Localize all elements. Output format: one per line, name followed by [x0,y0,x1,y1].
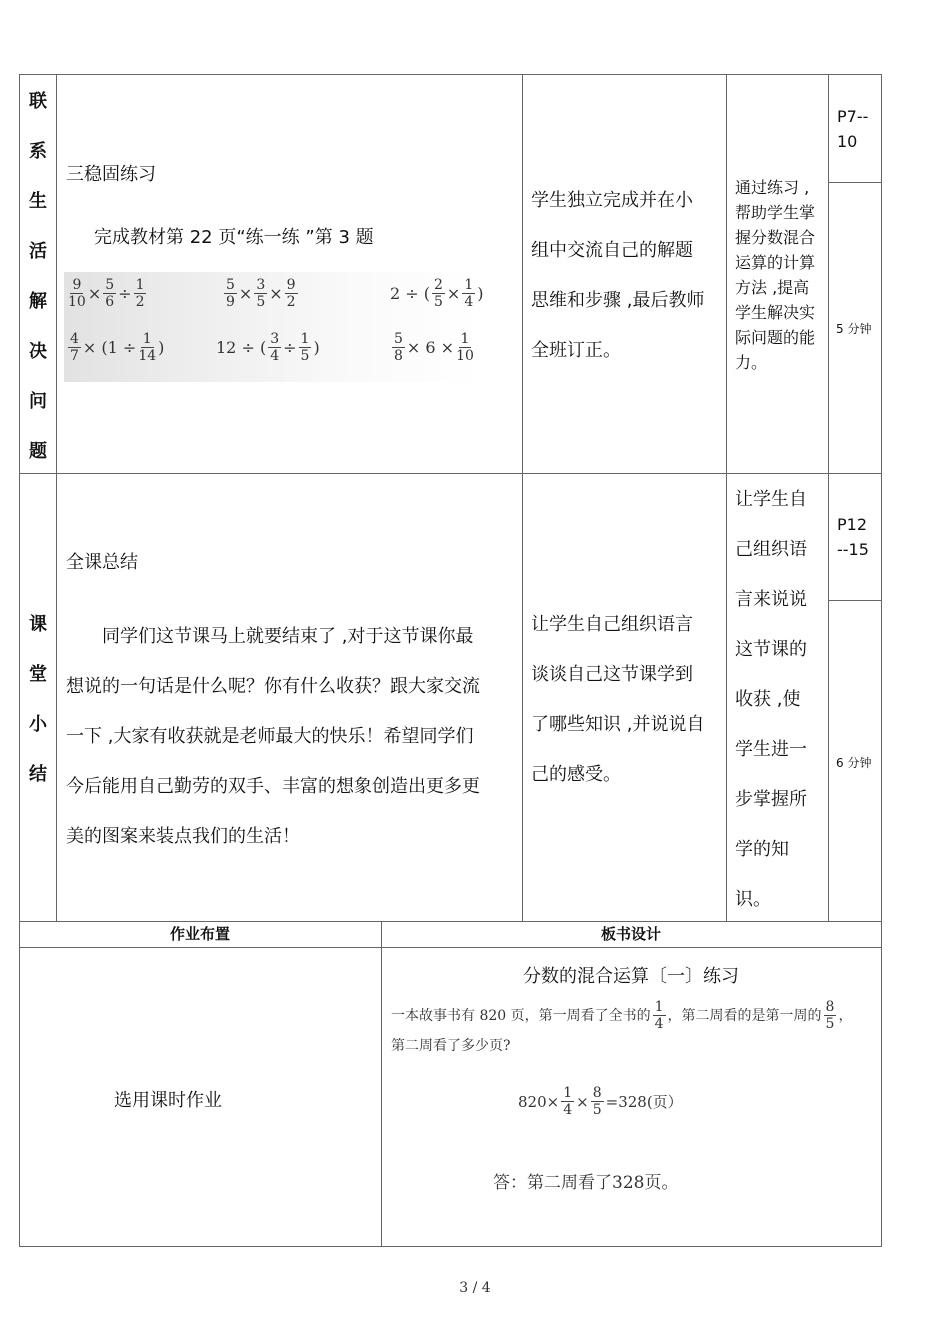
label-char: 小 [29,714,47,735]
exercise-image [64,272,482,382]
section1-purpose: 通过练习 , 帮助学生掌 握分数混合 运算的计算 方法 ,提高 学生解决实 际问题的能 力。 [735,178,816,372]
section2-label [20,600,56,800]
label-char: 系 [29,141,47,162]
label-char: 问 [29,391,47,412]
section2-title: 全课总结 [66,552,138,573]
board-header: 板书设计 [600,925,661,943]
section2-student-activity: 让学生自己组织语言 谈谈自己这节课学到 了哪些知识 ,并说说自 己的感受。 [531,614,705,785]
exercise-1: $\frac{9}{10}$ × $\frac{5}{6}$ ÷ $\frac{1}{2}$ [68,277,145,310]
board-problem: 一本故事书有 820 页，第一周看了全书的 $\frac{1}{4}$ ，第二周看的是第一周的 $\frac{8}{5}$ ， 第二周看了多少页? [391,999,853,1054]
label-char: 联 [29,91,47,112]
label-char: 题 [29,441,47,462]
exercise-6: $\frac{5}{8}$ × 6 × $\frac{1}{10}$ [394,331,474,364]
col-divider-label [56,74,57,921]
row-divider-3 [19,947,882,948]
section1-instruction: 完成教材第 22 页“练一练 ”第 3 题 [94,227,374,248]
table-border-bottom [19,1246,882,1247]
label-char: 决 [29,341,47,362]
section1-time: 5 分钟 [836,322,872,336]
exercise-3: 2 ÷ ( $\frac{2}{5}$ × $\frac{1}{4}$ ) [390,277,484,310]
section1-student-activity: 学生独立完成并在小 组中交流自己的解题 思维和步骤 ,最后教师 全班订正。 [531,190,705,361]
section2-time: 6 分钟 [836,756,872,770]
board-answer: 答：第二周看了328页。 [493,1173,679,1193]
section2-purpose: 让学生自 己组织语 言来说说 这节课的 收获 ,使 学生进一 步掌握所 学的知 识。 [735,489,807,910]
section2-page-ref: P12 --15 [837,515,869,559]
table-border-right [881,74,882,1246]
ref-divider-2 [828,600,882,601]
homework-header: 作业布置 [169,925,230,943]
board-calculation: 820× $\frac{1}{4}$ × $\frac{8}{5}$ =328(页） [518,1085,683,1118]
label-char: 堂 [29,664,47,685]
section1-page-ref: P7-- 10 [837,107,869,151]
row-divider-1 [19,473,882,474]
label-char: 结 [29,764,47,785]
label-char: 生 [29,191,47,212]
col-divider-student [726,74,727,921]
exercise-2: $\frac{5}{9}$ × $\frac{3}{5}$ × $\frac{9}{2}$ [226,277,296,310]
col-divider-content [522,74,523,921]
exercise-4: $\frac{4}{7}$ × (1 ÷ $\frac{1}{14}$ ) [70,331,165,364]
label-char: 课 [29,614,47,635]
section1-label [20,77,56,477]
section2-body: 同学们这节课马上就要结束了 ,对于这节课你最 想说的一句话是什么呢？你有什么收获？跟大家交流 一下 ,大家有收获就是老师最大的快乐！希望同学们 今后能用自己勤劳的双手、丰富的想象创造出更多更 美的图案来装点我们的生活！ [66,626,480,847]
page-number: 3 / 4 [459,1280,491,1296]
section1-title: 三稳固练习 [66,164,156,185]
table-border-top [19,74,882,75]
board-title: 分数的混合运算〔一〕练习 [523,966,739,987]
ref-divider-1 [828,182,882,183]
exercise-5: 12 ÷ ( $\frac{3}{4}$ ÷ $\frac{1}{5}$ ) [216,331,320,364]
col-divider-purpose [828,74,829,921]
homework-text: 选用课时作业 [114,1090,222,1111]
label-char: 解 [29,291,47,312]
label-char: 活 [29,241,47,262]
